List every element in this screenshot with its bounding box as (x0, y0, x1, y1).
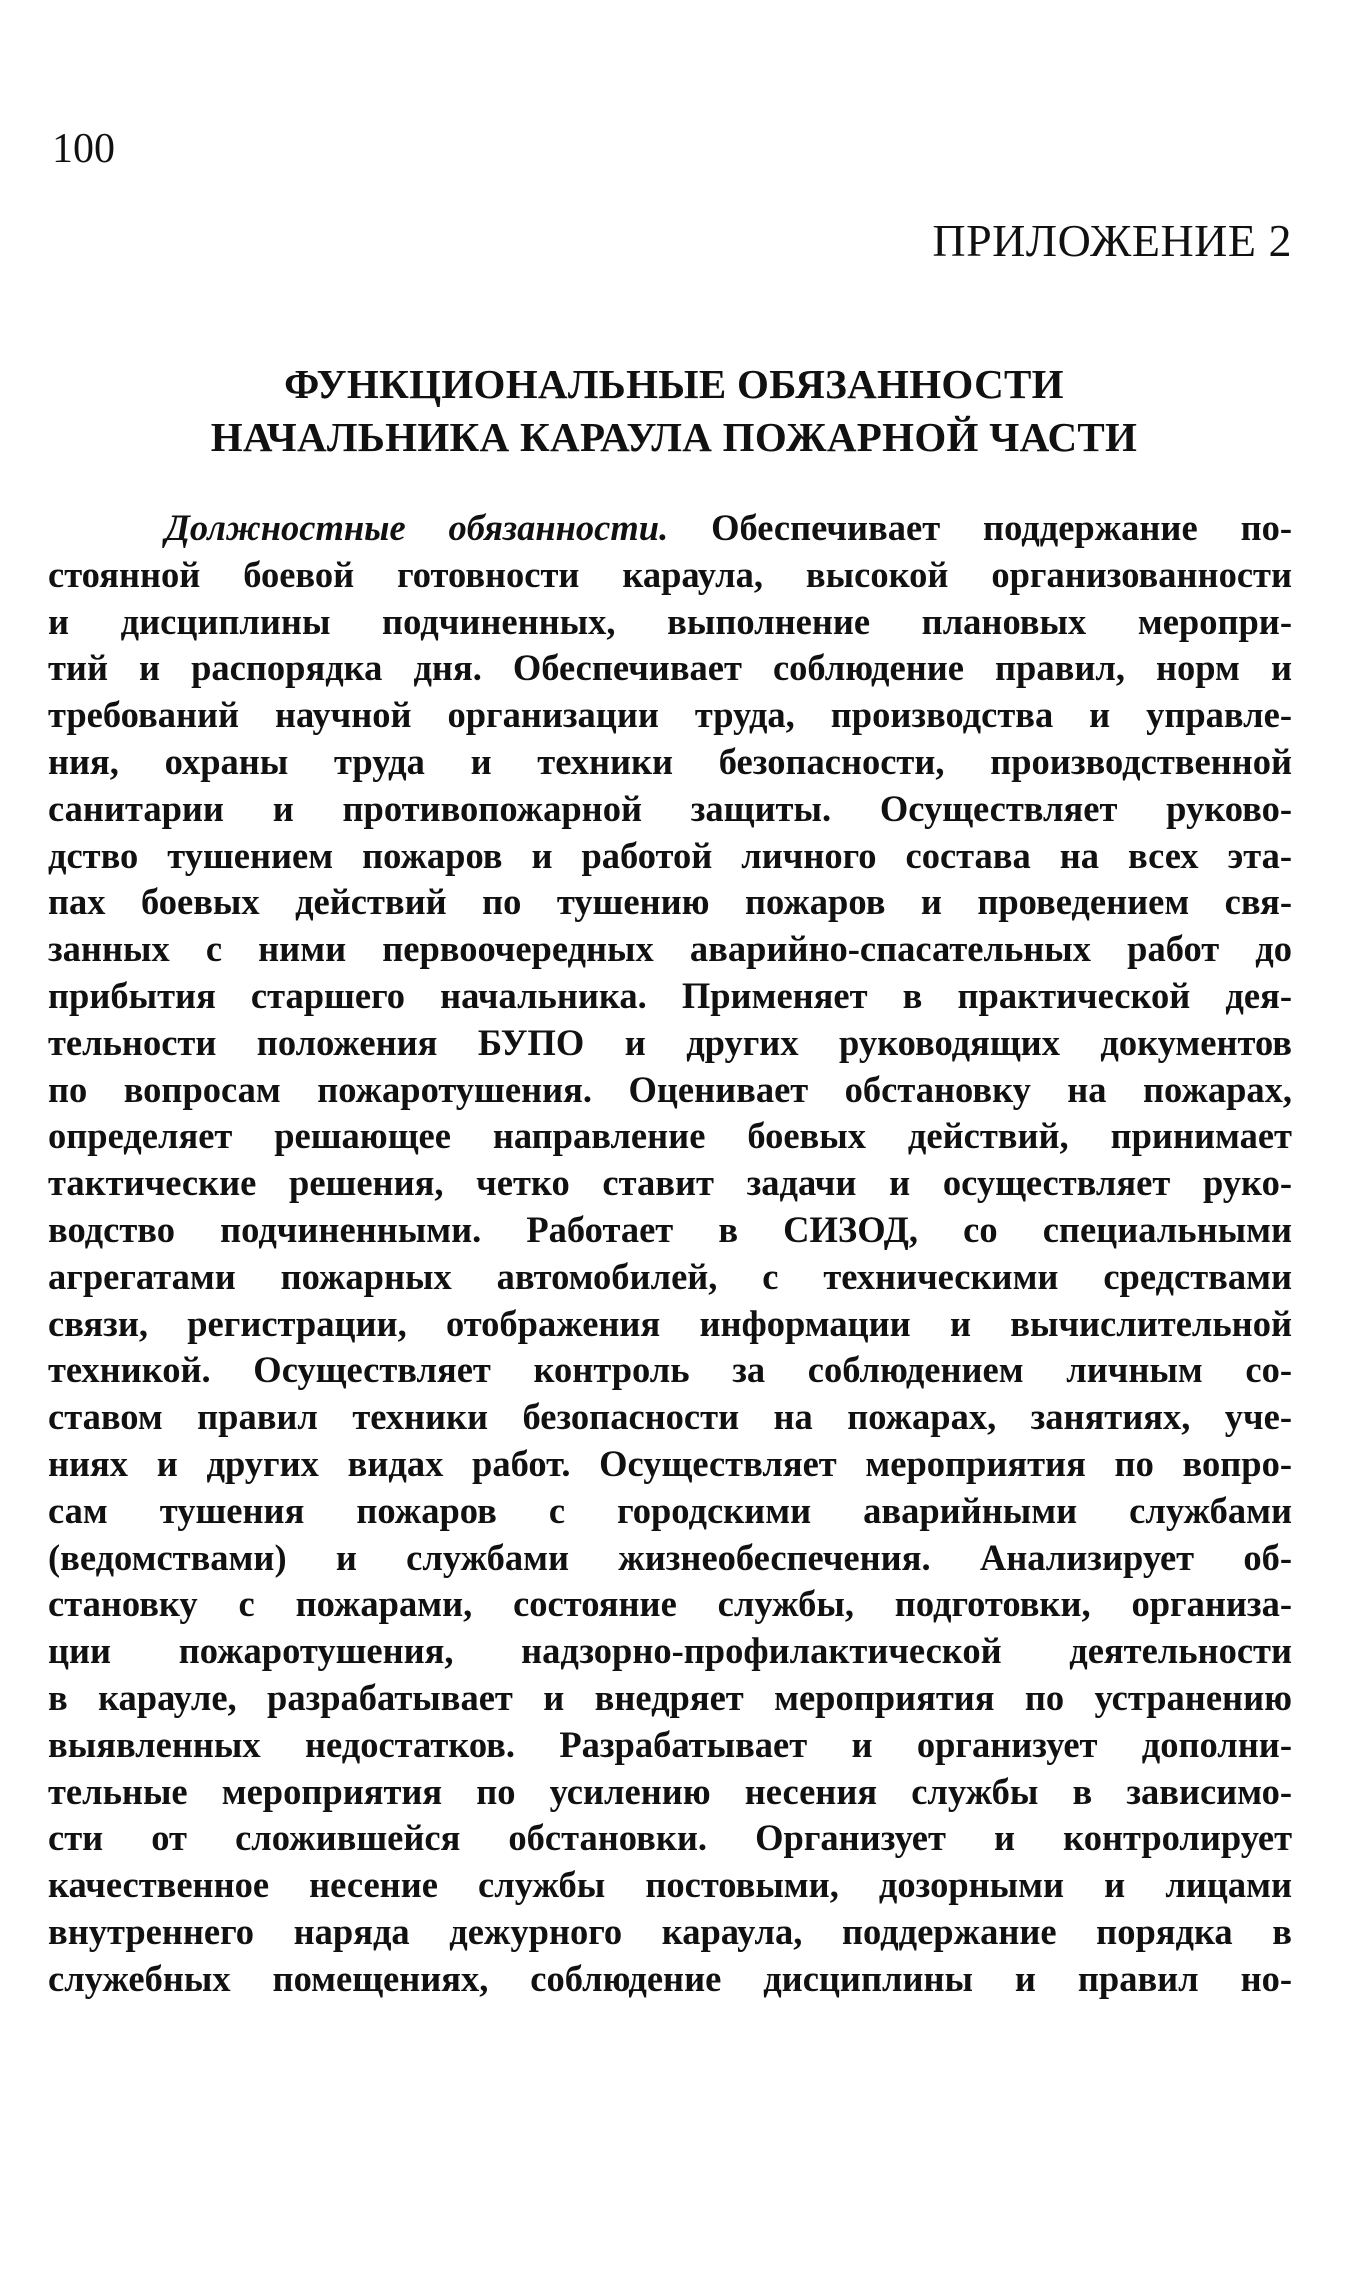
body-line: санитарии и противопожарной защиты. Осуществляет руково- (48, 787, 1292, 829)
body-line: внутреннего наряда дежурного караула, поддержание порядка в (48, 1910, 1292, 1952)
body-line: тий и распорядка дня. Обеспечивает соблюдение правил, норм и (48, 647, 1292, 689)
body-line: ния, охраны труда и техники безопасности, производственной (48, 740, 1292, 782)
body-line: требований научной организации труда, производства и управле- (48, 694, 1292, 736)
body-line: ции пожаротушения, надзорно-профилактической деятельности (48, 1630, 1292, 1672)
body-line: ставом правил техники безопасности на пожарах, занятиях, уче- (48, 1396, 1292, 1438)
document-title (56, 358, 1292, 464)
body-line: прибытия старшего начальника. Применяет в практической дея- (48, 974, 1292, 1016)
first-line-rest: Обеспечивает поддержание по- (668, 507, 1292, 548)
body-line: тельности положения БУПО и других руководящих документов (48, 1021, 1292, 1063)
title-line: НАЧАЛЬНИКА КАРАУЛА ПОЖАРНОЙ ЧАСТИ (210, 414, 1138, 460)
body-line: качественное несение службы постовыми, дозорными и лицами (48, 1864, 1292, 1906)
body-line: ниях и других видах работ. Осуществляет мероприятия по вопро- (48, 1442, 1292, 1484)
body-line: и дисциплины подчиненных, выполнение плановых меропри- (48, 600, 1292, 642)
body-paragraph (48, 505, 1292, 2003)
body-line: становку с пожарами, состояние службы, подготовки, организа- (48, 1583, 1292, 1625)
body-line: пах боевых действий по тушению пожаров и проведением свя- (48, 881, 1292, 923)
body-line: выявленных недостатков. Разрабатывает и организует дополни- (48, 1723, 1292, 1765)
body-line: водство подчиненными. Работает в СИЗОД, со специальными (48, 1208, 1292, 1250)
body-line: агрегатами пожарных автомобилей, с техническими средствами (48, 1255, 1292, 1297)
page-number: 100 (52, 126, 115, 172)
body-line: сти от сложившейся обстановки. Организует и контролирует (48, 1817, 1292, 1859)
lead-in: Должностные обязанности. (165, 507, 669, 548)
appendix-heading: ПРИЛОЖЕНИЕ 2 (932, 215, 1292, 266)
body-line: тактические решения, четко ставит задачи и осуществляет руко- (48, 1162, 1292, 1204)
title-line: ФУНКЦИОНАЛЬНЫЕ ОБЯЗАННОСТИ (284, 361, 1064, 407)
body-line: связи, регистрации, отображения информации и вычислительной (48, 1302, 1292, 1344)
body-line: определяет решающее направление боевых действий, принимает (48, 1115, 1292, 1157)
body-line: по вопросам пожаротушения. Оценивает обстановку на пожарах, (48, 1068, 1292, 1110)
body-line: техникой. Осуществляет контроль за соблюдением личным со- (48, 1349, 1292, 1391)
body-line: сам тушения пожаров с городскими аварийными службами (48, 1489, 1292, 1531)
body-line: (ведомствами) и службами жизнеобеспечения. Анализирует об- (48, 1536, 1292, 1578)
body-line (48, 505, 1292, 552)
body-line: стоянной боевой готовности караула, высокой организованности (48, 553, 1292, 595)
body-line: тельные мероприятия по усилению несения службы в зависимо- (48, 1770, 1292, 1812)
body-line: занных с ними первоочередных аварийно-спасательных работ до (48, 928, 1292, 970)
body-line: в карауле, разрабатывает и внедряет мероприятия по устранению (48, 1676, 1292, 1718)
body-line: служебных помещениях, соблюдение дисциплины и правил но- (48, 1957, 1292, 1999)
body-line: дство тушением пожаров и работой личного состава на всех эта- (48, 834, 1292, 876)
